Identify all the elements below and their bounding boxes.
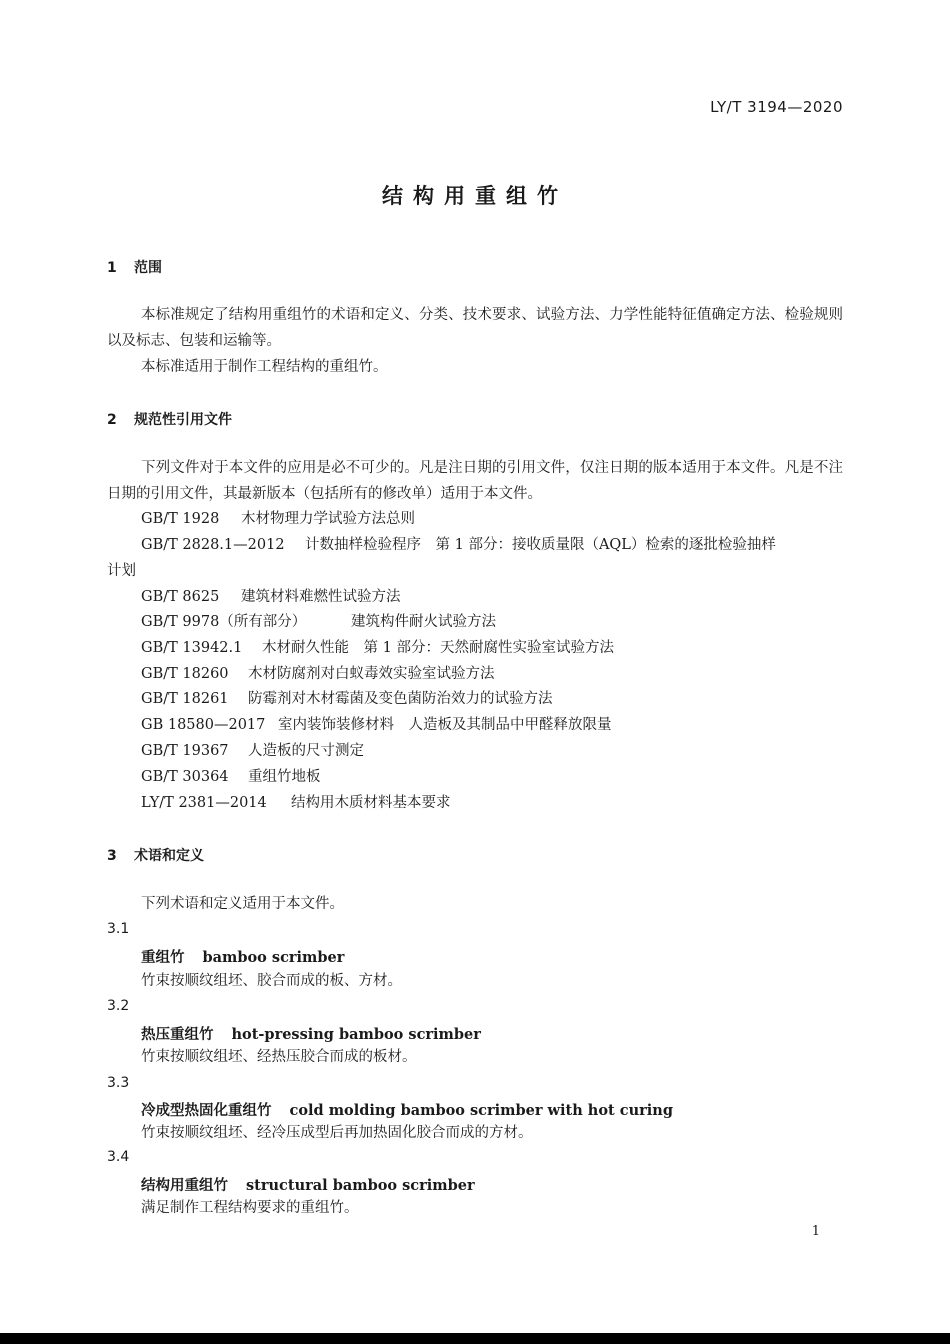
reference-code: GB/T 19367 [141,743,229,759]
reference-title: 木材物理力学试验方法总则 [241,511,415,527]
standard-code: LY/T 3194—2020 [710,98,843,116]
reference-item [141,790,451,816]
reference-code: GB/T 13942.1 [141,640,243,656]
reference-title: 木材耐久性能 第 1 部分：天然耐腐性实验室试验方法 [262,640,614,656]
term-number: 3.4 [107,1149,130,1165]
section-number: 1 [107,260,117,276]
term-en: hot-pressing bamboo scrimber [231,1026,481,1043]
term-en: structural bamboo scrimber [246,1177,475,1194]
reference-code: GB 18580—2017 [141,717,266,733]
term-definition: 满足制作工程结构要求的重组竹。 [141,1200,359,1216]
terms-intro-paragraph: 下列术语和定义适用于本文件。 [141,896,344,912]
document-title: 结构用重组竹 [382,184,568,208]
section-1-heading [107,257,162,277]
term-zh: 冷成型热固化重组竹 [141,1102,272,1119]
term-name [141,1099,673,1120]
section-number: 3 [107,848,117,864]
term-en: bamboo scrimber [202,949,345,966]
term-number: 3.3 [107,1075,130,1091]
term-definition: 竹束按顺纹组坯、经冷压成型后再加热固化胶合而成的方材。 [141,1125,533,1141]
term-name [141,946,344,967]
term-name [141,1023,481,1044]
reference-item-continuation: 计划 [107,563,136,579]
term-en: cold molding bamboo scrimber with hot curing [289,1102,673,1119]
term-zh: 重组竹 [141,949,185,966]
reference-title: 结构用木质材料基本要求 [291,795,451,811]
reference-item [141,764,321,790]
reference-code: GB/T 18260 [141,666,229,682]
reference-title: 建筑构件耐火试验方法 [351,614,496,630]
reference-item [141,738,364,764]
scope-paragraph-2: 本标准适用于制作工程结构的重组竹。 [141,359,388,375]
reference-code: GB/T 9978（所有部分） [141,614,307,630]
term-definition: 竹束按顺纹组坯、经热压胶合而成的板材。 [141,1049,417,1065]
section-2-heading [107,409,232,429]
reference-title: 计数抽样检验程序 第 1 部分：接收质量限（AQL）检索的逐批检验抽样 [305,537,776,553]
term-number: 3.1 [107,921,130,937]
term-definition: 竹束按顺纹组坯、胶合而成的板、方材。 [141,973,402,989]
reference-code: GB/T 18261 [141,691,229,707]
reference-title: 建筑材料难燃性试验方法 [241,589,401,605]
term-zh: 结构用重组竹 [141,1177,228,1194]
reference-item [141,712,612,738]
term-name [141,1174,475,1195]
reference-code: GB/T 8625 [141,589,220,605]
reference-title: 室内装饰装修材料 人造板及其制品中甲醛释放限量 [278,717,612,733]
section-number: 2 [107,412,117,428]
reference-title: 木材防腐剂对白蚁毒效实验室试验方法 [248,666,495,682]
reference-code: GB/T 1928 [141,511,220,527]
reference-item [141,506,415,532]
scope-paragraph-1: 本标准规定了结构用重组竹的术语和定义、分类、技术要求、试验方法、力学性能特征值确定方法、检验规则以及标志、包装和运输等。 [107,307,843,349]
section-title: 范围 [134,260,162,276]
reference-title: 防霉剂对木材霉菌及变色菌防治效力的试验方法 [248,691,553,707]
term-number: 3.2 [107,998,130,1014]
reference-code: GB/T 2828.1—2012 [141,537,285,553]
term-zh: 热压重组竹 [141,1026,214,1043]
reference-item [141,661,495,687]
reference-item [141,686,553,712]
reference-item [141,609,496,635]
references-intro-paragraph: 下列文件对于本文件的应用是必不可少的。凡是注日期的引用文件，仅注日期的版本适用于本文件。凡是不注日期的引用文件，其最新版本（包括所有的修改单）适用于本文件。 [107,460,843,502]
section-title: 术语和定义 [134,848,204,864]
reference-title: 重组竹地板 [248,769,321,785]
page-number: 1 [811,1224,820,1239]
section-title: 规范性引用文件 [134,412,232,428]
section-3-heading [107,845,204,865]
reference-item [141,584,401,610]
reference-code: LY/T 2381—2014 [141,795,267,811]
reference-item [141,532,776,558]
reference-title: 人造板的尺寸测定 [248,743,364,759]
scan-edge-bar [0,1333,950,1344]
reference-item [141,635,614,661]
reference-code: GB/T 30364 [141,769,229,785]
